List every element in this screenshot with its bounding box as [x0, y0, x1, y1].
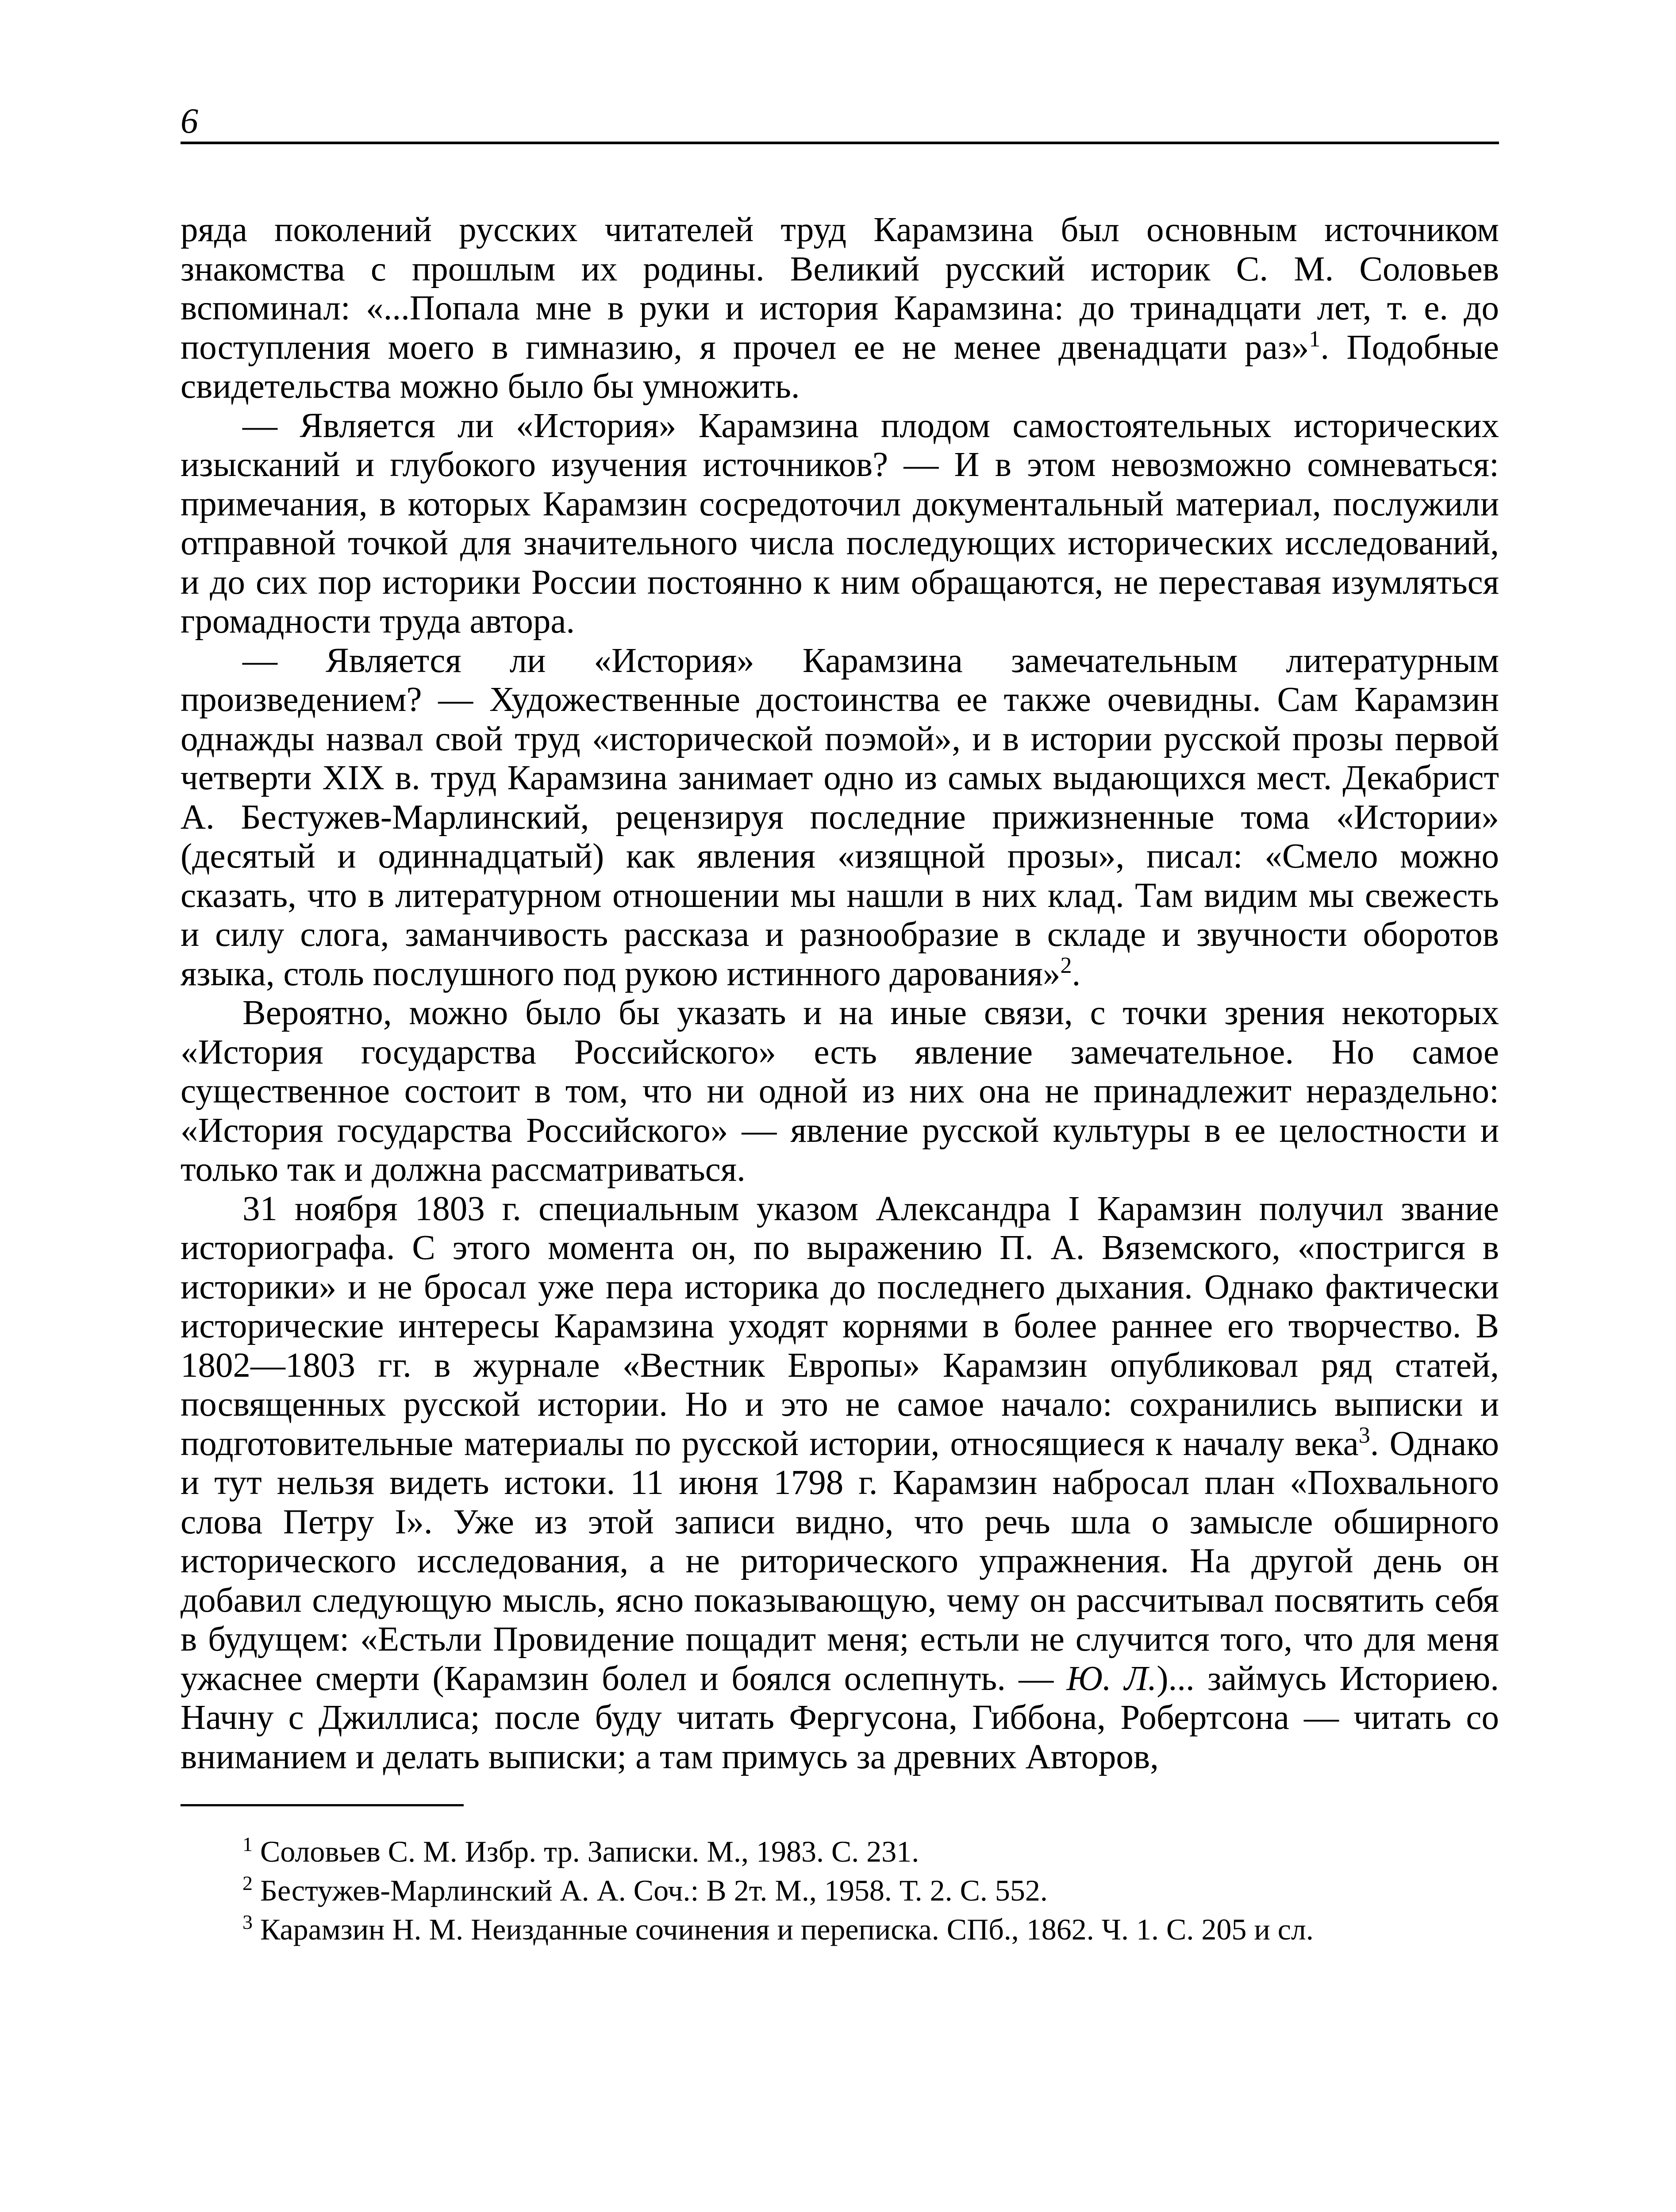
book-page	[181, 97, 1499, 1949]
paragraph-3: — Является ли «История» Карамзина замечательным литературным произведением? — Художественные достоинства ее также очевидны. Сам Карамзин однажды назвал свой труд «исторической поэмой», и в истории русской прозы первой четверти XIX в. труд Карамзина занимает одно из самых выдающихся мест. Декабрист А. Бестужев-Марлинский, рецензируя последние прижизненные тома «Истории» (десятый и одиннадцатый) как явления «изящной прозы», писал: «Смело можно сказать, что в литературном отношении мы нашли в них клад. Там видим мы свежесть и силу слога, заманчивость рассказа и разнообразие в складе и звучности оборотов языка, столь послушного под рукою истинного дарования»$^2$.	[181, 641, 1499, 993]
footnote-1: $^1$ Соловьев С. М. Избр. тр. Записки. М., 1983. С. 231.	[242, 1833, 919, 1868]
paragraph-4: Вероятно, можно было бы указать и на иные связи, с точки зрения некоторых «История государства Российского» есть явление замечательное. Но самое существенное состоит в том, что ни одной из них она не принадлежит нераздельно: «История государства Российского» — явление русской культуры в ее целостности и только так и должна рассматриваться.	[181, 994, 1499, 1189]
footnote-2: $^2$ Бестужев-Марлинский А. А. Соч.: В 2т. М., 1958. Т. 2. С. 552.	[242, 1872, 1048, 1907]
paragraph-5: 31 ноября 1803 г. специальным указом Александра I Карамзин получил звание историографа. С этого момента он, по выражению П. А. Вяземского, «постригся в историки» и не бросал уже пера историка до последнего дыхания. Однако фактически исторические интересы Карамзина уходят корнями в более раннее его творчество. В 1802—1803 гг. в журнале «Вестник Европы» Карамзин опубликовал ряд статей, посвященных русской истории. Но и это не самое начало: сохранились выписки и подготовительные материалы по русской истории, относящиеся к началу века$^3$. Однако и тут нельзя видеть истоки. 11 июня 1798 г. Карамзин набросал план «Похвального слова Петру I». Уже из этой записи видно, что речь шла о замысле обширного исторического исследования, а не риторического упражнения. На другой день он добавил следующую мысль, ясно показывающую, чему он рассчитывал посвятить себя в будущем: «Естьли Провидение пощадит меня; естьли не случится того, что для меня ужаснее смерти (Карамзин болел и боялся ослепнуть. — Ю. Л.)... займусь Историею. Начну с Джиллиса; после буду читать Фергусона, Гиббона, Робертсона — читать со вниманием и делать выписки; а там примусь за древних Авторов,	[181, 1189, 1499, 1776]
paragraph-2: — Является ли «История» Карамзина плодом самостоятельных исторических изысканий и глубокого изучения источников? — И в этом невозможно сомневаться: примечания, в которых Карамзин сосредоточил документальный материал, послужили отправной точкой для значительного числа последующих исторических исследований, и до сих пор историки России постоянно к ним обращаются, не переставая изумляться громадности труда автора.	[181, 406, 1499, 641]
footnote-3: $^3$ Карамзин Н. М. Неизданные сочинения и переписка. СПб., 1862. Ч. 1. С. 205 и сл.	[242, 1911, 1314, 1946]
author-initials: Ю. Л.	[1066, 1659, 1157, 1698]
paragraph-1: ряда поколений русских читателей труд Карамзина был основным источником знакомства с прошлым их родины. Великий русский историк С. М. Соловьев вспоминал: «...Попала мне в руки и история Карамзина: до тринадцати лет, т. е. до поступления моего в гимназию, я прочел ее не менее двенадцати раз»$^1$. Подобные свидетельства можно было бы умножить.	[181, 211, 1499, 406]
page-header	[181, 97, 1499, 144]
footnote-separator	[181, 1804, 464, 1806]
page-number: 6	[181, 102, 198, 141]
footnote-ref-1[interactable]: 1	[1309, 326, 1321, 352]
footnotes	[181, 1832, 1499, 1949]
main-text	[181, 211, 1499, 1777]
footnote-ref-2[interactable]: 2	[1060, 952, 1072, 978]
footnote-ref-3[interactable]: 3	[1358, 1422, 1370, 1448]
